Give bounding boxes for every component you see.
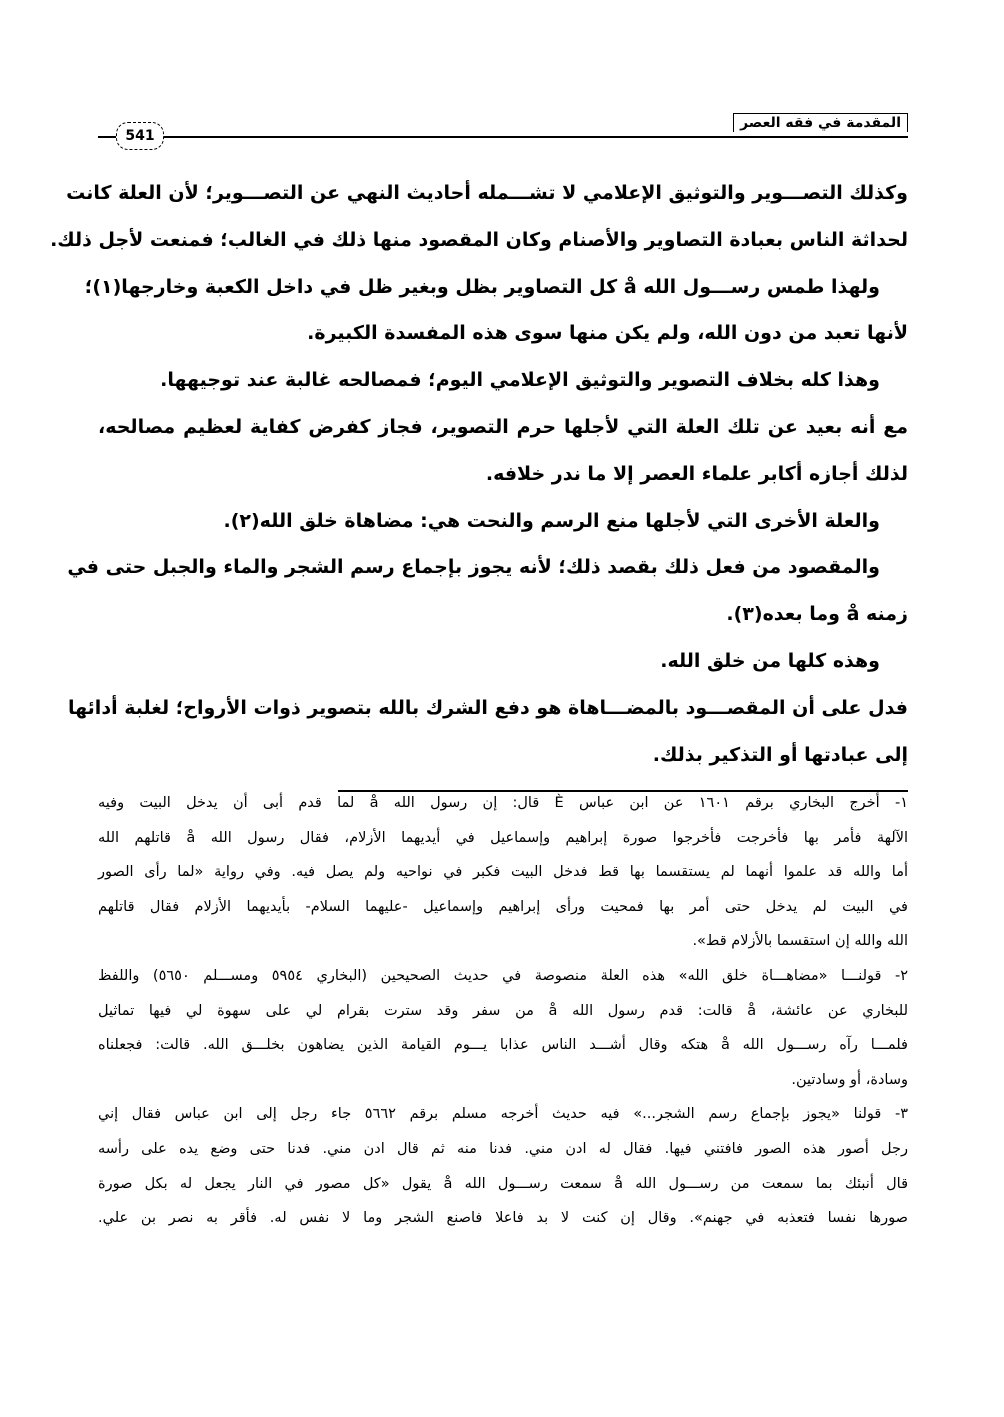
footnote-line: قال أنبئك بما سمعت من رســـول الله å سمعت رســـول الله å يقول «كل مصور في النار يجعل له بكل صورة <box>98 1175 908 1192</box>
footnotes <box>98 786 908 1236</box>
main-line: زمنه å وما بعده(٣). <box>726 603 908 626</box>
header-rule <box>98 136 908 138</box>
main-line: مع أنه بعيد عن تلك العلة التي لأجلها حرم التصوير، فجاز كفرض كفاية لعظيم مصالحه، <box>98 415 908 438</box>
page-number: 541 <box>116 122 164 150</box>
main-line: لذلك أجازه أكابر علماء العصر إلا ما ندر خلافه. <box>485 462 908 485</box>
footnote-line: أما والله قد علموا أنهما لم يستقسما بها قط فدخل البيت فكبر في نواحيه ولم يصل فيه. وفي رواية «لما رأى الصور <box>98 864 908 881</box>
running-header-title: المقدمة في فقه العصر <box>733 113 908 132</box>
footnote-line: ٢- قولنـــا «مضاهـــاة خلق الله» هذه العلة منصوصة في حديث الصحيحين (البخاري ٥٩٥٤ ومســـلم ٥٦٥٠) واللفظ <box>98 967 909 984</box>
main-line: إلى عبادتها أو التذكير بذلك. <box>652 743 908 766</box>
footnote-line: الله والله إن استقسما بالأزلام قط». <box>692 933 908 950</box>
main-line: لأنها تعبد من دون الله، ولم يكن منها سوى هذه المفسدة الكبيرة. <box>307 322 908 345</box>
footnote-2 <box>98 959 908 1097</box>
main-text <box>50 170 908 778</box>
footnote-line: ١- أخرج البخاري برقم ١٦٠١ عن ابن عباس È قال: إن رسول الله å لما قدم أبى أن يدخل البيت وفيه <box>98 795 908 811</box>
main-line: ولهذا طمس رســـول الله å كل التصاوير بظل وبغير ظل في داخل الكعبة وخارجها(١)؛ <box>84 275 880 298</box>
footnote-line: للبخاري عن عائشة، å قالت: قدم رسول الله å من سفر وقد سترت بقرام لي على سهوة لي فيها تماثيل <box>98 1002 908 1019</box>
main-line: لحداثة الناس بعبادة التصاوير والأصنام وكان المقصود منها ذلك في الغالب؛ فمنعت لأجل ذلك. <box>50 228 908 251</box>
main-line: والعلة الأخرى التي لأجلها منع الرسم والنحت هي: مضاهاة خلق الله(٢). <box>223 509 880 532</box>
footnote-line: الآلهة فأمر بها فأخرجت فأخرجوا صورة إبراهيم وإسماعيل في أيديهما الأزلام، فقال رسول الله å قاتلهم الله <box>98 829 909 846</box>
footnote-line: صورها نفسا فتعذبه في جهنم». وقال إن كنت لا بد فاعلا فاصنع الشجر وما لا نفس له. فأقر به نصر بن علي. <box>98 1210 908 1227</box>
footnote-line: فلمـــا رآه رســـول الله å هتكه وقال أشـــد الناس عذابا يـــوم القيامة الذين يضاهون بخلـــق الله. قالت: فجعلناه <box>98 1037 908 1054</box>
main-line: فدل على أن المقصـــود بالمضـــاهاة هو دفع الشرك بالله بتصوير ذوات الأرواح؛ لغلبة أدائها <box>68 696 908 719</box>
main-line: وهذه كلها من خلق الله. <box>660 649 880 672</box>
footnote-3 <box>98 1097 908 1235</box>
main-line: وهذا كله بخلاف التصوير والتوثيق الإعلامي اليوم؛ فمصالحه غالبة عند توجيهها. <box>160 369 880 392</box>
footnote-line: في البيت لم يدخل حتى أمر بها فمحيت ورأى إبراهيم وإسماعيل -عليهما السلام- بأيديهما الأزلام فقال قاتلهم <box>98 898 908 915</box>
footnote-line: ٣- قولنا «يجوز بإجماع رسم الشجر...» فيه حديث أخرجه مسلم برقم ٥٦٦٢ جاء رجل إلى ابن عباس فقال إني <box>98 1106 908 1123</box>
footnote-line: وسادة، أو وسادتين. <box>791 1071 908 1088</box>
footnote-1 <box>98 786 908 959</box>
main-line: وكذلك التصـــوير والتوثيق الإعلامي لا تشـــمله أحاديث النهي عن التصـــوير؛ لأن العلة كانت <box>66 182 908 204</box>
footnote-line: رجل أصور هذه الصور فافتني فيها. فقال له ادن مني. فدنا منه ثم قال ادن مني. فدنا حتى وضع يده على رأسه <box>98 1140 908 1157</box>
main-line: والمقصود من فعل ذلك بقصد ذلك؛ لأنه يجوز بإجماع رسم الشجر والماء والجبل حتى في <box>67 556 880 579</box>
